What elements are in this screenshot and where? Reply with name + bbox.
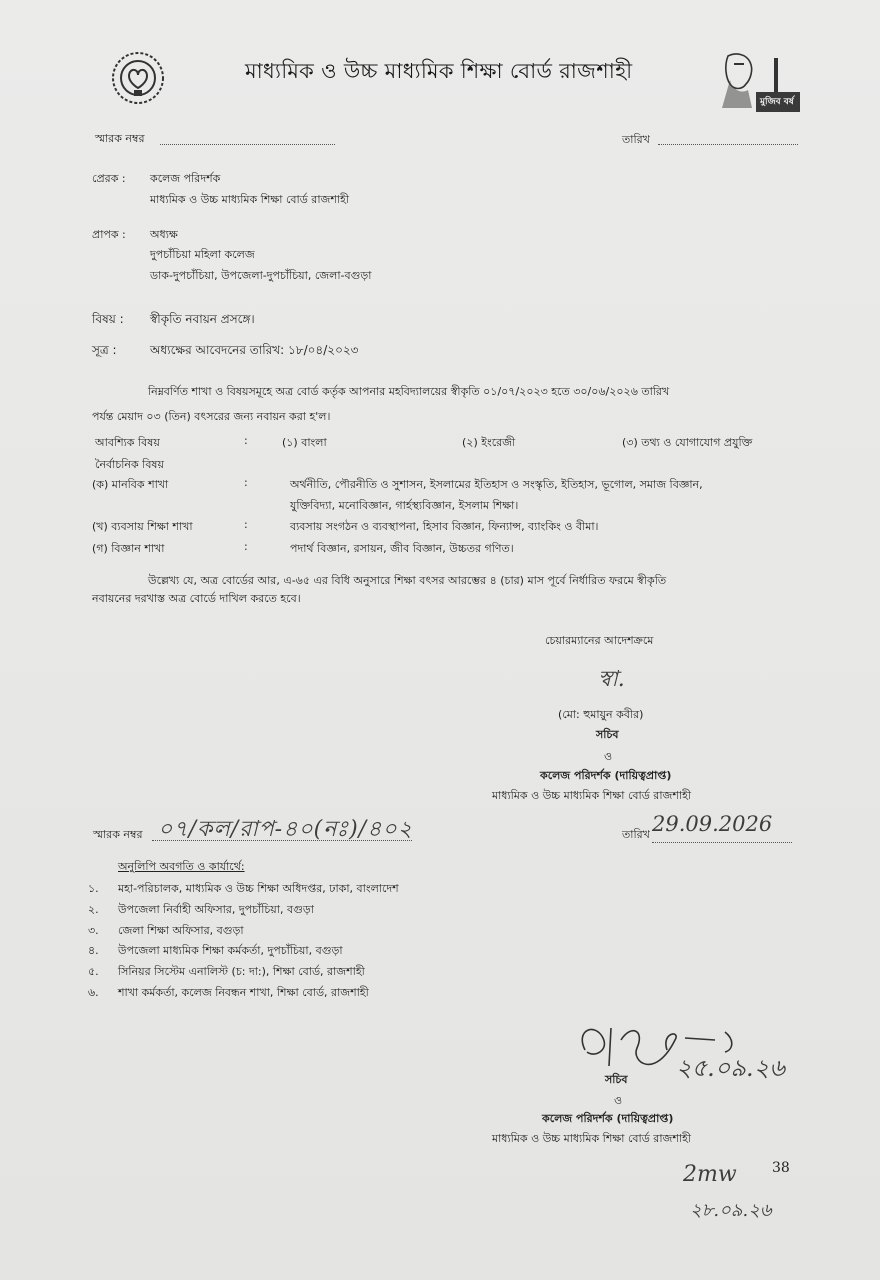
copy-item-text: উপজেলা মাধ্যমিক শিক্ষা কর্মকর্তা, দুপচাঁচিয়া, বগুড়া [118,944,343,957]
copy-item-text: মহা-পরিচালক, মাধ্যমিক ও উচ্চ শিক্ষা অধিদপ্তর, ঢাকা, বাংলাদেশ [118,882,399,895]
branch-science-name: (গ) বিজ্ঞান শাখা [92,542,165,555]
compulsory-colon: : [244,434,248,447]
branch-humanities-colon: : [244,476,248,489]
recipient-line-3: ডাক-দুপচাঁচিয়া, উপজেলা-দুপচাঁচিয়া, জেলা-বগুড়া [150,269,372,282]
memo-bottom-value: ০৭/কল/রাপ-৪০(নঃ)/৪০২ [158,817,413,842]
portrait-badge-text: মুজিব বর্ষ [760,97,794,107]
date-bottom-line [652,842,792,843]
reference-text: অধ্যক্ষের আবেদনের তারিখ: ১৮/০৪/২০২৩ [150,343,359,357]
signature-date: ২৫.০৯.২৬ [676,1054,785,1082]
recipient-line-1: অধ্যক্ষ [150,228,178,241]
copy-item-text: শাখা কর্মকর্তা, কলেজ নিবন্ধন শাখা, শিক্ষা বোর্ড, রাজশাহী [118,986,369,999]
copy-item-num: ৬. [88,986,99,999]
copy-item-text: জেলা শিক্ষা অফিসার, বগুড়া [118,924,244,937]
signatory-name: (মো: হুমায়ুন কবীর) [558,708,644,721]
copy-item-num: ২. [88,903,99,916]
body-paragraph-2-line-2: নবায়নের দরখাস্ত অত্র বোর্ডে দাখিল করতে হবে। [92,592,301,605]
compulsory-subject-2: (২) ইংরেজী [462,436,516,449]
signatory-org: মাধ্যমিক ও উচ্চ মাধ্যমিক শিক্ষা বোর্ড রাজশাহী [492,789,692,802]
subject-label: বিষয় : [92,312,124,326]
branch-business-colon: : [244,518,248,531]
signatory2-and: ও [614,1094,623,1107]
copy-list-heading: অনুলিপি অবগতি ও কার্যার্থে: [118,860,245,873]
signatory2-org: মাধ্যমিক ও উচ্চ মাধ্যমিক শিক্ষা বোর্ড রাজশাহী [492,1132,692,1145]
date-bottom-label: তারিখ [622,828,650,841]
branch-business-name: (খ) ব্যবসায় শিক্ষা শাখা [92,520,193,533]
copy-item-num: ৫. [88,965,99,978]
body-paragraph-1-line-2: পর্যন্ত মেয়াদ ০৩ (তিন) বৎসরের জন্য নবায়ন করা হ'ল। [92,410,331,423]
signatory-title: সচিব [596,728,619,741]
branch-humanities-name: (ক) মানবিক শাখা [92,478,169,491]
copy-item-text: উপজেলা নির্বাহী অফিসার, দুপচাঁচিয়া, বগুড়া [118,903,314,916]
initial-date: ২৮.০৯.২৬ [690,1200,772,1221]
branch-science-colon: : [244,540,248,553]
memo-number-label: স্মারক নম্বর [95,132,145,145]
signatory-role: কলেজ পরিদর্শক (দায়িত্বপ্রাপ্ত) [540,769,672,782]
memo-bottom-line [152,840,412,841]
initial-note: 2mw [683,1162,737,1187]
branch-humanities-subjects-1: অর্থনীতি, পৌরনীতি ও সুশাসন, ইসলামের ইতিহাস ও সংস্কৃতি, ইতিহাস, ভূগোল, সমাজ বিজ্ঞান, [290,478,703,491]
body-paragraph-2-line-1: উল্লেখ্য যে, অত্র বোর্ডের আর, এ-৬৫ এর বিধি অনুসারে শিক্ষা বৎসর আরম্ভের ৪ (চার) মাস পূর্বে নির্ধারিত ফরমে স্বীকৃতি [148,574,667,587]
recipient-label: প্রাপক : [92,228,126,241]
sender-label: প্রেরক : [92,172,126,185]
page-number: 38 [772,1160,790,1176]
compulsory-subject-3: (৩) তথ্য ও যোগাযোগ প্রযুক্তি [622,436,753,449]
memo-bottom-label: স্মারক নম্বর [93,828,143,841]
board-emblem-icon [103,48,173,108]
copy-item-num: ৩. [88,924,99,937]
copy-item-text: সিনিয়র সিস্টেম এনালিস্ট (চ: দা:), শিক্ষা বোর্ড, রাজশাহী [118,965,365,978]
compulsory-label: আবশ্যিক বিষয় [95,436,160,449]
signature-scribble: স্বা. [598,667,625,692]
sender-line-2: মাধ্যমিক ও উচ্চ মাধ্যমিক শিক্ষা বোর্ড রাজশাহী [150,193,350,206]
subject-text: স্বীকৃতি নবায়ন প্রসঙ্গে। [150,312,255,326]
elective-label: নৈর্বাচনিক বিষয় [95,458,164,471]
body-paragraph-1-line-1: নিম্নবর্ণিত শাখা ও বিষয়সমূহে অত্র বোর্ড কর্তৃক আপনার মহবিদ্যালয়ের স্বীকৃতি ০১/০৭/২০২৩ হতে ৩০/০৬/২০২৬ তারিখ [148,385,670,398]
order-line: চেয়ারম্যানের আদেশক্রমে [545,634,654,647]
copy-item-num: ৪. [88,944,99,957]
copy-item-num: ১. [88,882,99,895]
branch-humanities-subjects-2: যুক্তিবিদ্যা, মনোবিজ্ঞান, গার্হস্থ্যবিজ্ঞান, ইসলাম শিক্ষা। [290,499,519,512]
portrait-emblem [716,50,811,116]
compulsory-subject-1: (১) বাংলা [282,436,327,449]
branch-science-subjects: পদার্থ বিজ্ঞান, রসায়ন, জীব বিজ্ঞান, উচ্চতর গণিত। [290,542,514,555]
date-bottom-value: 29.09.2026 [652,812,773,836]
date-label: তারিখ [622,133,650,146]
memo-number-blank [160,144,335,145]
signatory-and: ও [604,750,613,763]
date-blank [658,144,798,145]
signatory2-role: কলেজ পরিদর্শক (দায়িত্বপ্রাপ্ত) [542,1112,674,1125]
signatory2-title: সচিব [605,1073,628,1086]
reference-label: সূত্র : [92,343,117,357]
branch-business-subjects: ব্যবসায় সংগঠন ও ব্যবস্থাপনা, হিসাব বিজ্ঞান, ফিন্যান্স, ব্যাংকিং ও বীমা। [290,520,599,533]
sender-line-1: কলেজ পরিদর্শক [150,172,221,185]
board-name-heading: মাধ্যমিক ও উচ্চ মাধ্যমিক শিক্ষা বোর্ড রাজশাহী [245,59,633,83]
recipient-line-2: দুপচাঁচিয়া মহিলা কলেজ [150,248,255,261]
